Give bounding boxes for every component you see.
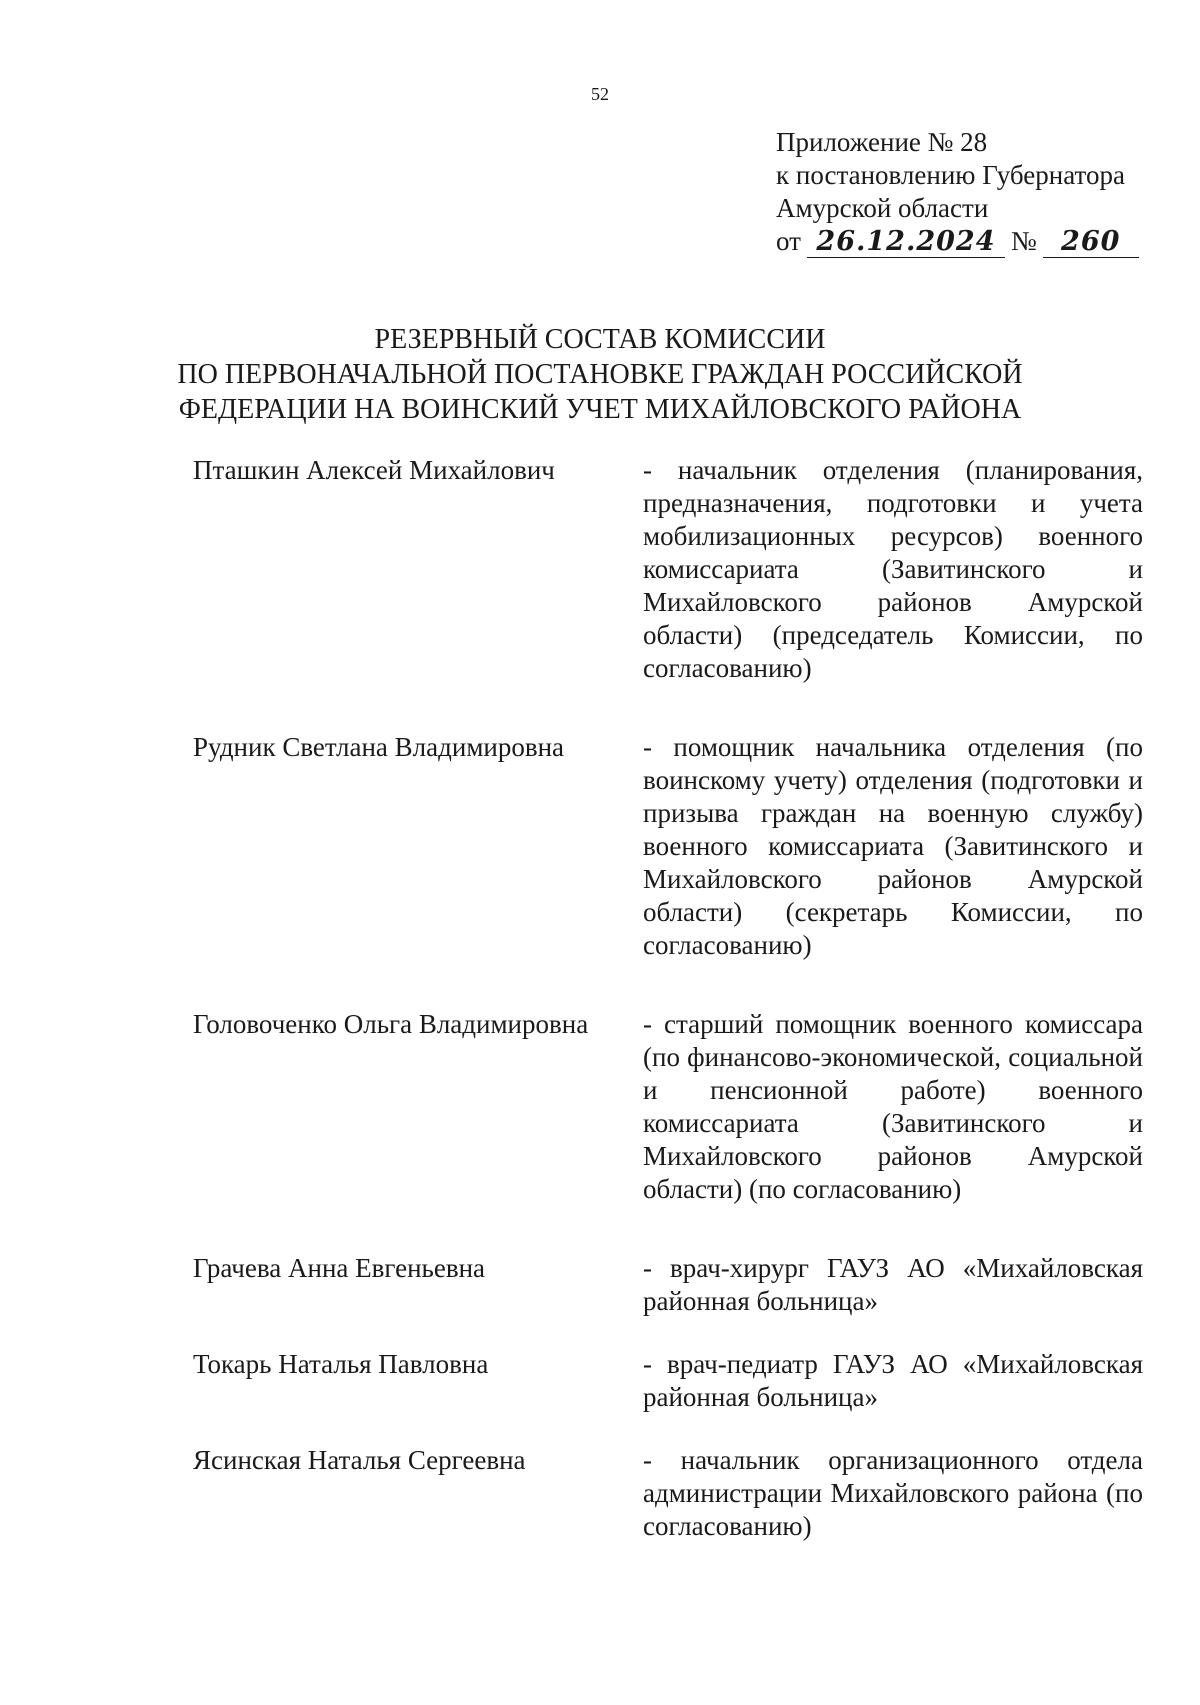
- number-prefix: №: [1010, 226, 1037, 256]
- appendix-reference: к постановлению Губернатора: [776, 160, 1125, 190]
- member-description: - начальник отделения (планирования, предназначения, подготовки и учета мобилизационных ресурсов) военного комиссариата (Завитинского и Михайловского районов Амурской области) (председатель Комиссии, по согласованию): [643, 455, 1143, 683]
- document-title: [0, 322, 1200, 427]
- members-list: [193, 454, 1143, 1543]
- appendix-region: Амурской области: [776, 193, 989, 223]
- handwritten-date: 26.12.2024: [807, 227, 1005, 258]
- appendix-date-line: [776, 225, 1145, 258]
- member-description: - старший помощник военного комиссара (по финансово-экономической, социальной и пенсионной работе) военного комиссариата (Завитинского и Михайловского районов Амурской области) (по согласованию): [643, 1009, 1143, 1204]
- title-line-2: ПО ПЕРВОНАЧАЛЬНОЙ ПОСТАНОВКЕ ГРАЖДАН РОССИЙСКОЙ: [177, 359, 1023, 390]
- title-line-3: ФЕДЕРАЦИИ НА ВОИНСКИЙ УЧЕТ МИХАЙЛОВСКОГО РАЙОНА: [178, 394, 1022, 425]
- member-name: Пташкин Алексей Михайлович: [193, 455, 555, 485]
- page-number: 52: [591, 84, 609, 104]
- member-description: - помощник начальника отделения (по воинскому учету) отделения (подготовки и призыва граждан на военную службу) военного комиссариата (Завитинского и Михайловского районов Амурской области) (секретарь Комиссии, по согласованию): [643, 732, 1143, 960]
- member-name: Головоченко Ольга Владимировна: [193, 1009, 589, 1039]
- member-description: - врач-хирург ГАУЗ АО «Михайловская районная больница»: [643, 1253, 1143, 1316]
- member-name: Ясинская Наталья Сергеевна: [193, 1445, 526, 1475]
- handwritten-number: 260: [1043, 227, 1139, 258]
- member-name: Рудник Светлана Владимировна: [193, 732, 565, 762]
- member-row: [193, 1348, 1143, 1414]
- member-row: [193, 1252, 1143, 1318]
- member-description: - начальник организационного отдела администрации Михайловского района (по согласованию): [643, 1445, 1143, 1541]
- member-row: [193, 1444, 1143, 1543]
- member-row: [193, 1008, 1143, 1206]
- title-line-1: РЕЗЕРВНЫЙ СОСТАВ КОМИССИИ: [374, 324, 826, 355]
- member-description: - врач-педиатр ГАУЗ АО «Михайловская районная больница»: [643, 1349, 1143, 1412]
- member-name: Грачева Анна Евгеньевна: [193, 1253, 486, 1283]
- appendix-header: [776, 126, 1145, 258]
- member-name: Токарь Наталья Павловна: [193, 1349, 489, 1379]
- member-row: [193, 454, 1143, 685]
- appendix-number: Приложение № 28: [776, 127, 988, 157]
- member-row: [193, 731, 1143, 962]
- date-prefix: от: [776, 226, 801, 256]
